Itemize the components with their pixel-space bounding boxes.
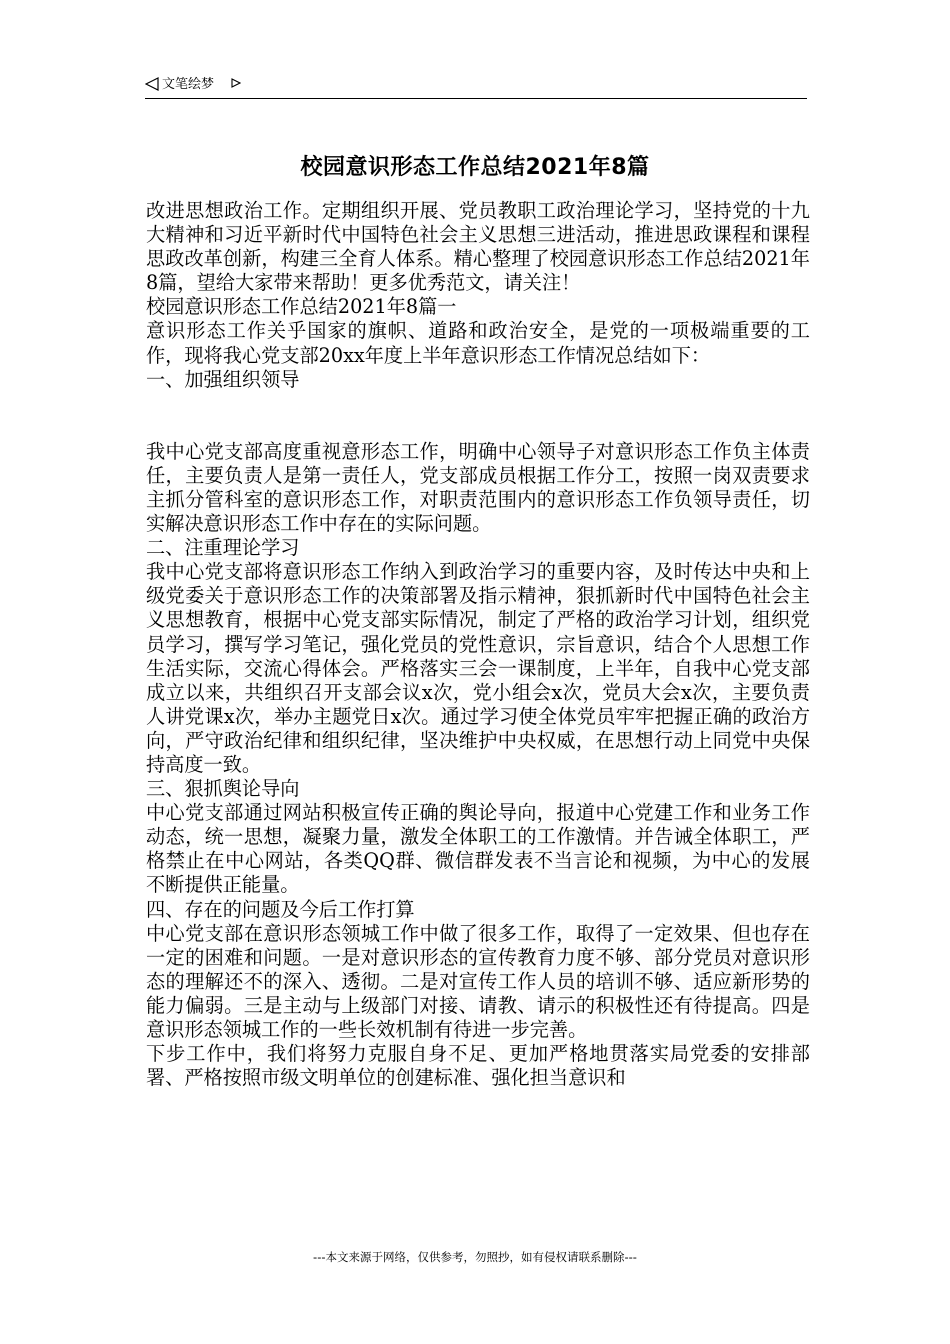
- intro-paragraph: 改进思想政治工作。定期组织开展、党员教职工政治理论学习，坚持党的十九大精神和习近平新时代中国特色社会主义思想三进活动，推进思政课程和课程思政改革创新，构建三全育人体系。精心整理了校园意识形态工作总结2021年8篇，望给大家带来帮助！更多优秀范文，请关注！: [146, 199, 810, 295]
- document-title: 校园意识形态工作总结2021年8篇: [300, 155, 650, 180]
- triangle-left-icon: [145, 77, 159, 91]
- footer-disclaimer: ---本文来源于网络，仅供参考，勿照抄，如有侵权请联系删除---: [313, 1250, 637, 1264]
- page-header: [145, 74, 807, 98]
- body-paragraph: 中心党支部通过网站积极宣传正确的舆论导向，报道中心党建工作和业务工作动态，统一思想，凝聚力量，激发全体职工的工作激情。并告诫全体职工，严格禁止在中心网站，各类QQ群、微信群发表不当言论和视频，为中心的发展不断提供正能量。: [146, 801, 810, 897]
- spacer: [146, 392, 810, 440]
- section-heading: 三、狠抓舆论导向: [146, 777, 300, 801]
- section-heading: 校园意识形态工作总结2021年8篇一: [146, 295, 457, 319]
- triangle-right-icon: [231, 78, 241, 88]
- header-brand: 文笔绘梦: [162, 77, 215, 92]
- document-body: [146, 199, 810, 1090]
- body-paragraph: 我中心党支部高度重视意形态工作，明确中心领导子对意识形态工作负主体责任，主要负责人是第一责任人，党支部成员根据工作分工，按照一岗双责要求主抓分管科室的意识形态工作，对职责范围内的意识形态工作负领导责任，切实解决意识形态工作中存在的实际问题。: [146, 439, 810, 536]
- header-divider: [145, 98, 807, 99]
- section-heading: 四、存在的问题及今后工作打算: [146, 897, 415, 921]
- body-paragraph: 我中心党支部将意识形态工作纳入到政治学习的重要内容，及时传达中央和上级党委关于意识形态工作的决策部署及指示精神，狠抓新时代中国特色社会主义思想教育，根据中心党支部实际情况，制定了严格的政治学习计划，组织党员学习，撰写学习笔记，强化党员的党性意识，宗旨意识，结合个人思想工作生活实际，交流心得体会。严格落实三会一课制度，上半年，自我中心党支部成立以来，共组织召开支部会议x次，党小组会x次，党员大会x次，主要负责人讲党课x次，举办主题党日x次。通过学习使全体党员牢牢把握正确的政治方向，严守政治纪律和组织纪律，坚决维护中央权威，在思想行动上同党中央保持高度一致。: [146, 560, 810, 776]
- body-paragraph: 下步工作中，我们将努力克服自身不足、更加严格地贯落实局党委的安排部署、严格按照市级文明单位的创建标准、强化担当意识和: [146, 1042, 810, 1090]
- section-heading: 一、加强组织领导: [146, 367, 300, 391]
- section-heading: 二、注重理论学习: [146, 536, 300, 560]
- body-paragraph: 意识形态工作关乎国家的旗帜、道路和政治安全，是党的一项极端重要的工作，现将我心党支部20xx年度上半年意识形态工作情况总结如下：: [146, 319, 810, 367]
- body-paragraph: 中心党支部在意识形态领城工作中做了很多工作，取得了一定效果、但也存在一定的困难和问题。一是对意识形态的宣传教育力度不够、部分党员对意识形态的理解还不的深入、透彻。二是对宣传工作人员的培训不够、适应新形势的能力偏弱。三是主动与上级部门对接、请教、请示的积极性还有待提高。四是意识形态领城工作的一些长效机制有待进一步完善。: [146, 921, 810, 1041]
